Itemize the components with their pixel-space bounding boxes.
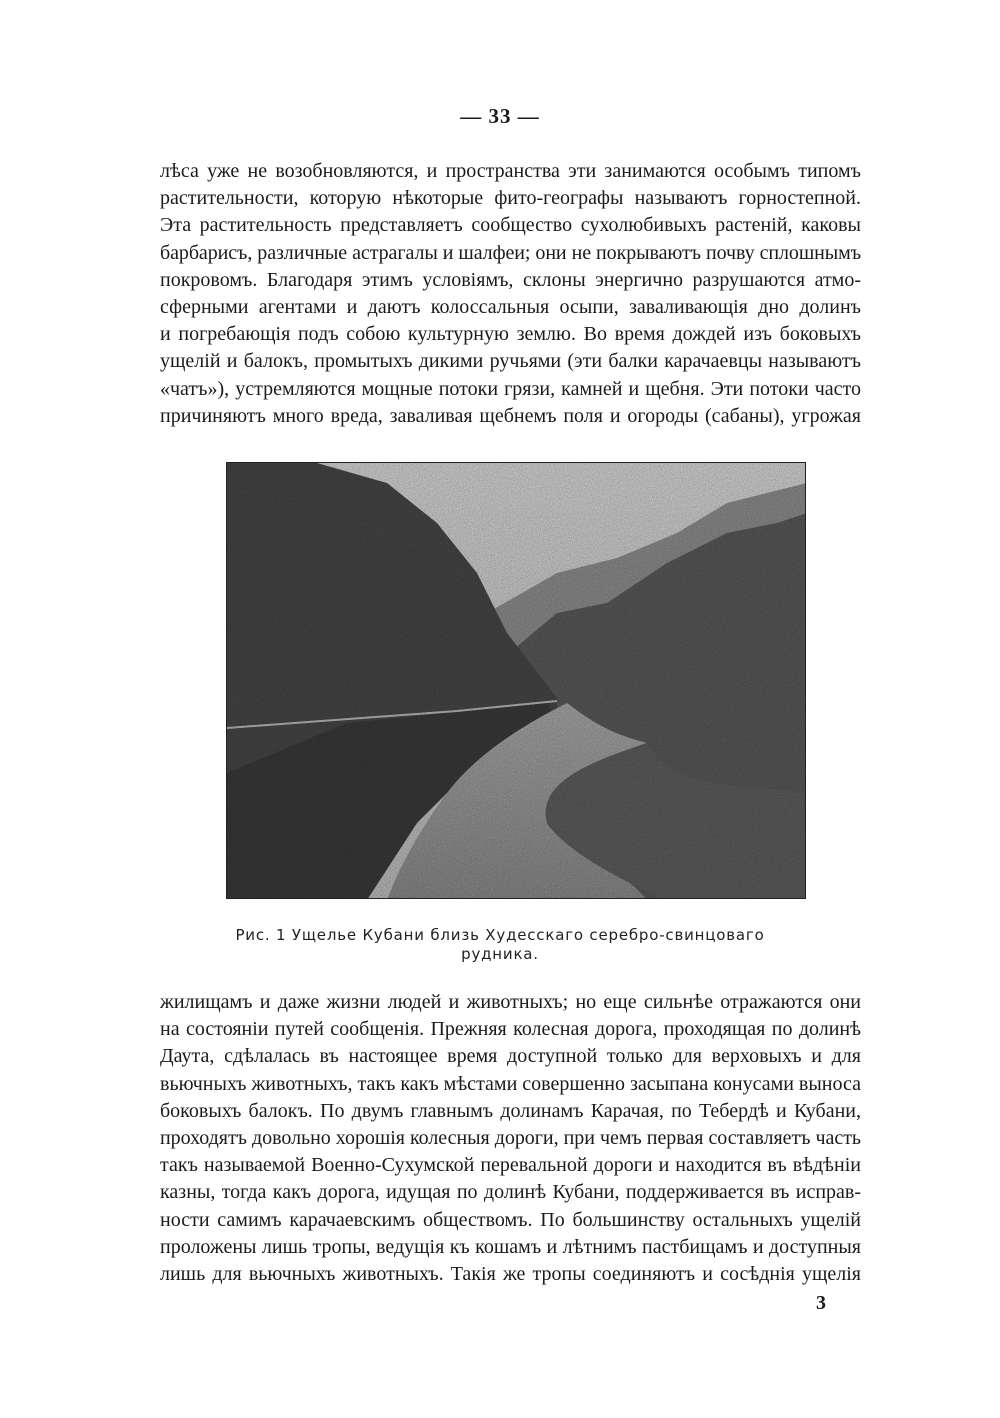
text-line: жилищамъ и даже жизни людей и животныхъ; но еще сильнѣе отражаются они (160, 991, 862, 1013)
text-line: проложены лишь тропы, ведущія къ кошамъ и лѣтнимъ пастбищамъ и доступныя (160, 1235, 861, 1258)
signature-mark: 3 (816, 1292, 826, 1314)
text-line: лишь для вьючныхъ животныхъ. Такія же тропы соединяютъ и сосѣднія ущелія (160, 1262, 861, 1285)
text-line: на состояніи путей сообщенія. Прежняя колесная дорога, проходящая по долинѣ (160, 1018, 861, 1041)
paragraph-1 (160, 158, 862, 430)
text-line: и погребающія подъ собою культурную землю. Во время дождей изъ боковыхъ (160, 323, 861, 346)
text-line: «чатъ»), устремляются мощные потоки грязи, камней и щебня. Эти потоки часто (160, 377, 861, 400)
text-line: Эта растительность представляетъ сообщество сухолюбивыхъ растеній, каковы (160, 214, 861, 237)
text-line: причиняютъ много вреда, заваливая щебнемъ поля и огороды (сабаны), угрожая (160, 404, 861, 427)
page-number-header: — 33 — (460, 104, 540, 128)
caption-line: Рис. 1 Ущелье Кубани близь Худесскаго серебро-свинцоваго (235, 926, 765, 944)
gorge-photograph (226, 462, 806, 899)
text-line: боковыхъ балокъ. По двумъ главнымъ долинамъ Карачая, по Тебердѣ и Кубани, (160, 1099, 861, 1122)
text-line: лѣса уже не возобновляются, и пространства эти занимаются особымъ типомъ (160, 160, 861, 182)
kuban-gorge-image (227, 463, 806, 899)
text-line: проходятъ довольно хорошія колесныя дороги, при чемъ первая составляетъ часть (160, 1126, 861, 1149)
text-line: сферными агентами и даютъ колоссальныя осыпи, заваливающія дно долинъ (160, 295, 861, 318)
text-line: барбарисъ, различные астрагалы и шалфеи; они не покрываютъ почву сплошнымъ (160, 241, 861, 264)
text-line: казны, тогда какъ дорога, идущая по долинѣ Кубани, поддерживается въ исправ- (160, 1181, 862, 1204)
text-line: Даута, сдѣлалась въ настоящее время доступной только для верховыхъ и для (160, 1045, 861, 1068)
text-line: ности самимъ карачаевскимъ обществомъ. По большинству остальныхъ ущелій (160, 1208, 862, 1231)
text-line: вьючныхъ животныхъ, такъ какъ мѣстами совершенно засыпана конусами выноса (160, 1072, 861, 1095)
text-line: растительности, которую нѣкоторые фито-географы называютъ горностепной. (160, 187, 862, 210)
paragraph-2 (160, 989, 862, 1288)
text-line: ущелій и балокъ, промытыхъ дикими ручьями (эти балки карачаевцы называютъ (160, 350, 862, 373)
text-line: такъ называемой Военно-Сухумской перевальной дороги и находится въ вѣдѣніи (160, 1154, 861, 1177)
caption-line: рудника. (461, 945, 539, 963)
figure-caption (0, 926, 1000, 964)
text-line: покровомъ. Благодаря этимъ условіямъ, склоны энергично разрушаются атмо- (160, 268, 862, 291)
